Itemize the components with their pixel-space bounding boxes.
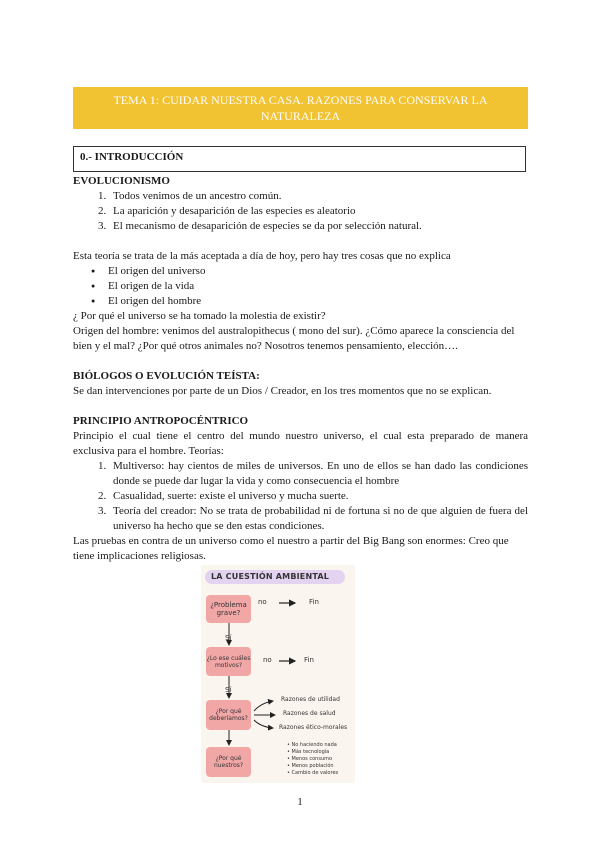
list-item: ● El origen de la vida	[91, 279, 528, 294]
label-fin: Fin	[309, 598, 319, 606]
document-body	[73, 174, 528, 564]
bullet-list	[73, 264, 528, 309]
label-si: Sí	[225, 686, 232, 694]
heading-principio: PRINCIPIO ANTROPOCÉNTRICO	[73, 415, 249, 427]
paragraph: Se dan intervenciones por parte de un Dios / Creador, en los tres momentos que no se explican.	[73, 385, 492, 397]
razon-utilidad: Razones de utilidad	[281, 696, 340, 703]
node-deberiamos: ¿Por qué deberíamos?	[206, 700, 251, 730]
paragraph: Esta teoría se trata de la más aceptada a día de hoy, pero hay tres cosas que no explica	[73, 250, 451, 262]
document-title: TEMA 1: CUIDAR NUESTRA CASA. RAZONES PARA CONSERVAR LA NATURALEZA	[73, 87, 528, 129]
razon-salud: Razones de salud	[283, 710, 336, 717]
label-si: Sí	[225, 634, 232, 642]
paragraph: Principio el cual tiene el centro del mundo nuestro universo, el cual esta preparado de manera exclusiva para el hombre. Teorías:	[73, 430, 528, 457]
label-no: no	[258, 598, 267, 606]
evolucionismo-list	[73, 189, 528, 234]
flowchart-image	[201, 565, 355, 783]
list-item: • Más tecnología	[287, 749, 330, 755]
paragraph: ¿ Por qué el universo se ha tomado la molestia de existir?	[73, 310, 326, 322]
list-item: ● El origen del universo	[91, 264, 528, 279]
list-item: 2. La aparición y desaparición de las especies es aleatorio	[109, 204, 528, 219]
list-item: 1. Multiverso: hay cientos de miles de universos. En uno de ellos se han dado las condiciones donde se puede dar lugar la vida y como consecuencia el hombre	[109, 459, 528, 489]
list-item: • Cambio de valores	[287, 770, 339, 776]
label-no: no	[263, 656, 272, 664]
list-item: 1. Todos venimos de un ancestro común.	[109, 189, 528, 204]
razon-etica: Razones ético-morales	[279, 724, 348, 731]
paragraph: Las pruebas en contra de un universo como el nuestro a partir del Big Bang son enormes: Creo que tiene implicaciones religiosas.	[73, 535, 509, 562]
heading-biologos: BIÓLOGOS O EVOLUCIÓN TEÍSTA:	[73, 370, 260, 382]
paragraph: Origen del hombre: venimos del australopithecus ( mono del sur). ¿Cómo aparece la consciencia del bien y el mal? ¿Por qué otros animales no? Nosotros tenemos pensamiento, elección….	[73, 325, 515, 352]
list-item: 2. Casualidad, suerte: existe el universo y mucha suerte.	[109, 489, 528, 504]
node-motivos: ¿Lo ese cuáles motivos?	[206, 647, 251, 676]
list-item: ● El origen del hombre	[91, 294, 528, 309]
node-nuestros: ¿Por qué nuestros?	[206, 747, 251, 777]
list-item: • Menos población	[287, 763, 334, 769]
list-item: 3. El mecanismo de desaparición de especies se da por selección natural.	[109, 219, 528, 234]
node-problema: ¿Problema grave?	[206, 595, 251, 623]
list-item: • No haciendo nada	[287, 742, 337, 748]
label-fin: Fin	[304, 656, 314, 664]
list-item: 3. Teoría del creador: No se trata de probabilidad ni de fortuna si no de que alguien de fuera del universo ha hecho que se den estas condiciones.	[109, 504, 528, 534]
section-heading: 0.- INTRODUCCIÓN	[73, 146, 526, 172]
page-number: 1	[297, 796, 303, 808]
principio-list	[73, 459, 528, 534]
diagram-title: LA CUESTIÓN AMBIENTAL	[205, 570, 345, 584]
list-item: • Menos consumo	[287, 756, 333, 762]
heading-evolucionismo: EVOLUCIONISMO	[73, 175, 170, 187]
